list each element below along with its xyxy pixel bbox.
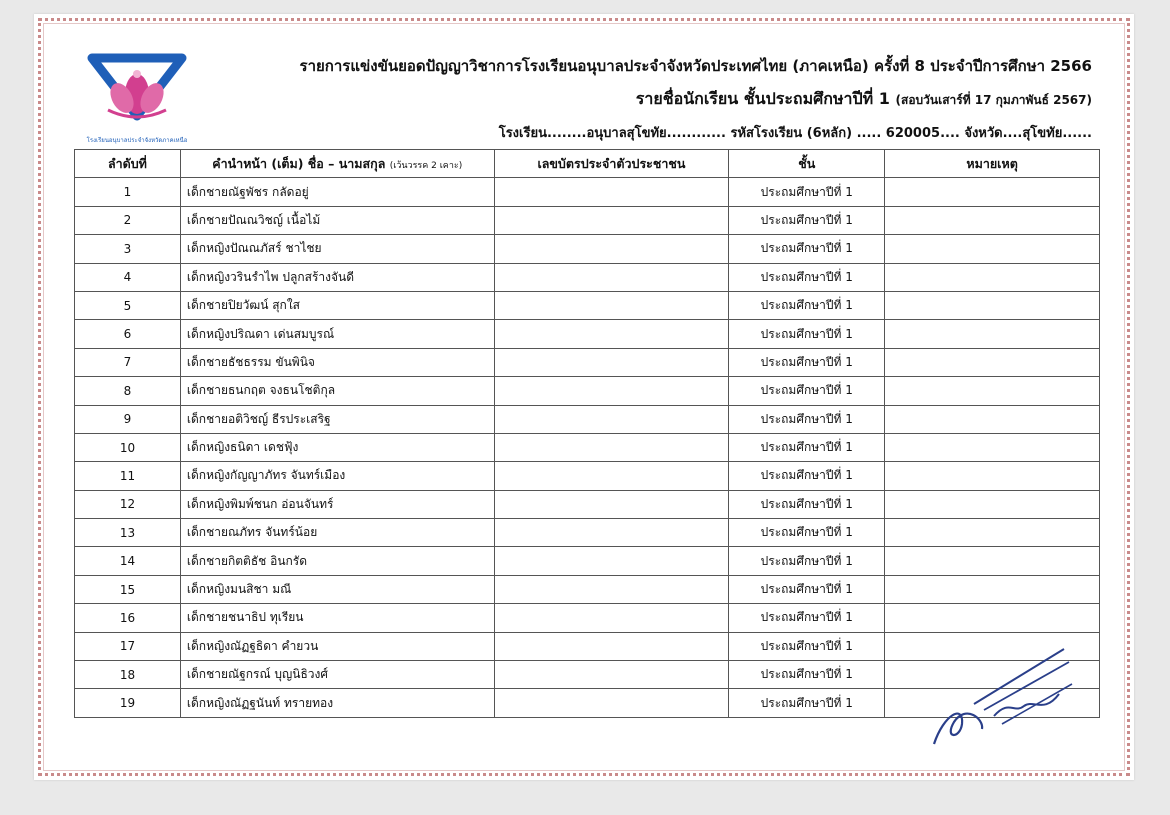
remarks xyxy=(885,320,1100,348)
citizen-id xyxy=(494,661,729,689)
row-number: 8 xyxy=(75,377,181,405)
row-number: 18 xyxy=(75,661,181,689)
row-number: 9 xyxy=(75,405,181,433)
table-row xyxy=(75,235,1100,263)
grade-level: ประถมศึกษาปีที่ 1 xyxy=(729,547,885,575)
table-row xyxy=(75,377,1100,405)
citizen-id xyxy=(494,575,729,603)
grade-level: ประถมศึกษาปีที่ 1 xyxy=(729,575,885,603)
document-title: รายการแข่งขันยอดปัญญาวิชาการโรงเรียนอนุบาลประจำจังหวัดประเทศไทย (ภาคเหนือ) ครั้งที่ 8 ประจำปีการศึกษา 2566 xyxy=(299,57,1092,75)
remarks xyxy=(885,263,1100,291)
exam-date: (สอบวันเสาร์ที่ 17 กุมภาพันธ์ 2567) xyxy=(895,93,1092,107)
student-name: เด็กหญิงวรินรำไพ ปลูกสร้างจันดี xyxy=(180,263,494,291)
grade-level: ประถมศึกษาปีที่ 1 xyxy=(729,462,885,490)
student-name: เด็กหญิงปัณณภัสร์ ชาไชย xyxy=(180,235,494,263)
document-page xyxy=(34,14,1134,780)
citizen-id xyxy=(494,291,729,319)
student-name: เด็กชายปัณณวิชญ์ เนื้อไม้ xyxy=(180,206,494,234)
table-row xyxy=(75,490,1100,518)
citizen-id xyxy=(494,235,729,263)
student-name: เด็กหญิงธนิดา เดชฟุ้ง xyxy=(180,433,494,461)
row-number: 15 xyxy=(75,575,181,603)
citizen-id xyxy=(494,632,729,660)
student-name: เด็กหญิงณัฏฐธิดา คำยวน xyxy=(180,632,494,660)
citizen-id xyxy=(494,433,729,461)
student-name: เด็กชายชนาธิป ทุเรียน xyxy=(180,604,494,632)
remarks xyxy=(885,235,1100,263)
table-row xyxy=(75,575,1100,603)
table-row xyxy=(75,178,1100,206)
row-number: 16 xyxy=(75,604,181,632)
row-number: 5 xyxy=(75,291,181,319)
table-body xyxy=(75,178,1100,717)
student-name: เด็กชายกิตติธัช อินกรัด xyxy=(180,547,494,575)
header-name xyxy=(180,150,494,178)
table-row xyxy=(75,519,1100,547)
citizen-id xyxy=(494,547,729,575)
grade-level: ประถมศึกษาปีที่ 1 xyxy=(729,178,885,206)
row-number: 10 xyxy=(75,433,181,461)
grade-level: ประถมศึกษาปีที่ 1 xyxy=(729,320,885,348)
student-name: เด็กหญิงณัฏฐนันท์ ทรายทอง xyxy=(180,689,494,717)
document-subtitle xyxy=(636,87,1092,112)
row-number: 4 xyxy=(75,263,181,291)
remarks xyxy=(885,575,1100,603)
table-row xyxy=(75,604,1100,632)
grade-level: ประถมศึกษาปีที่ 1 xyxy=(729,433,885,461)
table-row xyxy=(75,547,1100,575)
row-number: 12 xyxy=(75,490,181,518)
row-number: 17 xyxy=(75,632,181,660)
student-name: เด็กชายปิยวัฒน์ สุกใส xyxy=(180,291,494,319)
grade-level: ประถมศึกษาปีที่ 1 xyxy=(729,206,885,234)
header-no: ลำดับที่ xyxy=(75,150,181,178)
row-number: 14 xyxy=(75,547,181,575)
remarks xyxy=(885,206,1100,234)
header-id: เลขบัตรประจำตัวประชาชน xyxy=(494,150,729,178)
row-number: 1 xyxy=(75,178,181,206)
table-row xyxy=(75,405,1100,433)
student-name: เด็กหญิงกัญญาภัทร จันทร์เมือง xyxy=(180,462,494,490)
student-table xyxy=(74,149,1100,718)
svg-text:โรงเรียนอนุบาลประจำจังหวัดภาคเ: โรงเรียนอนุบาลประจำจังหวัดภาคเหนือ xyxy=(86,137,188,144)
citizen-id xyxy=(494,178,729,206)
student-name: เด็กหญิงพิมพ์ชนก อ่อนจันทร์ xyxy=(180,490,494,518)
remarks xyxy=(885,377,1100,405)
row-number: 7 xyxy=(75,348,181,376)
remarks xyxy=(885,604,1100,632)
remarks xyxy=(885,490,1100,518)
grade-level: ประถมศึกษาปีที่ 1 xyxy=(729,235,885,263)
student-name: เด็กชายธนกฤต จงธนโชติกุล xyxy=(180,377,494,405)
table-row xyxy=(75,206,1100,234)
citizen-id xyxy=(494,462,729,490)
school-info: โรงเรียน........อนุบาลสุโขทัย............ รหัสโรงเรียน (6หลัก) ..... 620005.... จังหวัด....สุโขทัย...... xyxy=(498,126,1092,141)
grade-level: ประถมศึกษาปีที่ 1 xyxy=(729,519,885,547)
school-logo-icon xyxy=(78,50,196,148)
remarks xyxy=(885,462,1100,490)
table-row xyxy=(75,348,1100,376)
citizen-id xyxy=(494,206,729,234)
row-number: 19 xyxy=(75,689,181,717)
citizen-id xyxy=(494,377,729,405)
citizen-id xyxy=(494,604,729,632)
header-note: หมายเหตุ xyxy=(885,150,1100,178)
header-grade: ชั้น xyxy=(729,150,885,178)
remarks xyxy=(885,291,1100,319)
grade-level: ประถมศึกษาปีที่ 1 xyxy=(729,490,885,518)
student-name: เด็กชายณภัทร จันทร์น้อย xyxy=(180,519,494,547)
row-number: 13 xyxy=(75,519,181,547)
citizen-id xyxy=(494,348,729,376)
grade-level: ประถมศึกษาปีที่ 1 xyxy=(729,348,885,376)
student-name: เด็กชายณัฐพัชร กลัดอยู่ xyxy=(180,178,494,206)
table-row xyxy=(75,462,1100,490)
citizen-id xyxy=(494,263,729,291)
table-row xyxy=(75,291,1100,319)
grade-level: ประถมศึกษาปีที่ 1 xyxy=(729,263,885,291)
remarks xyxy=(885,348,1100,376)
student-name: เด็กชายอติวิชญ์ ธีรประเสริฐ xyxy=(180,405,494,433)
citizen-id xyxy=(494,689,729,717)
table-row xyxy=(75,263,1100,291)
grade-level: ประถมศึกษาปีที่ 1 xyxy=(729,291,885,319)
remarks xyxy=(885,519,1100,547)
row-number: 11 xyxy=(75,462,181,490)
row-number: 6 xyxy=(75,320,181,348)
row-number: 2 xyxy=(75,206,181,234)
grade-level: ประถมศึกษาปีที่ 1 xyxy=(729,661,885,689)
student-name: เด็กชายณัฐกรณ์ บุญนิธิวงศ์ xyxy=(180,661,494,689)
student-name: เด็กหญิงปริณดา เด่นสมบูรณ์ xyxy=(180,320,494,348)
remarks xyxy=(885,405,1100,433)
grade-level: ประถมศึกษาปีที่ 1 xyxy=(729,689,885,717)
grade-level: ประถมศึกษาปีที่ 1 xyxy=(729,405,885,433)
remarks xyxy=(885,547,1100,575)
student-name: เด็กชายธัชธรรม ขันพินิจ xyxy=(180,348,494,376)
grade-level: ประถมศึกษาปีที่ 1 xyxy=(729,604,885,632)
header-name-note: (เว้นวรรค 2 เคาะ) xyxy=(389,160,463,171)
table-row xyxy=(75,320,1100,348)
citizen-id xyxy=(494,405,729,433)
row-number: 3 xyxy=(75,235,181,263)
table-row xyxy=(75,433,1100,461)
header-name-label: คำนำหน้า (เต็ม) ชื่อ – นามสกุล xyxy=(212,155,386,171)
remarks xyxy=(885,178,1100,206)
subtitle-main: รายชื่อนักเรียน ชั้นประถมศึกษาปีที่ 1 xyxy=(635,89,890,108)
grade-level: ประถมศึกษาปีที่ 1 xyxy=(729,632,885,660)
citizen-id xyxy=(494,519,729,547)
grade-level: ประถมศึกษาปีที่ 1 xyxy=(729,377,885,405)
table-header-row xyxy=(75,150,1100,178)
student-name: เด็กหญิงมนสิชา มณี xyxy=(180,575,494,603)
citizen-id xyxy=(494,320,729,348)
citizen-id xyxy=(494,490,729,518)
remarks xyxy=(885,433,1100,461)
signature-icon xyxy=(924,644,1074,754)
